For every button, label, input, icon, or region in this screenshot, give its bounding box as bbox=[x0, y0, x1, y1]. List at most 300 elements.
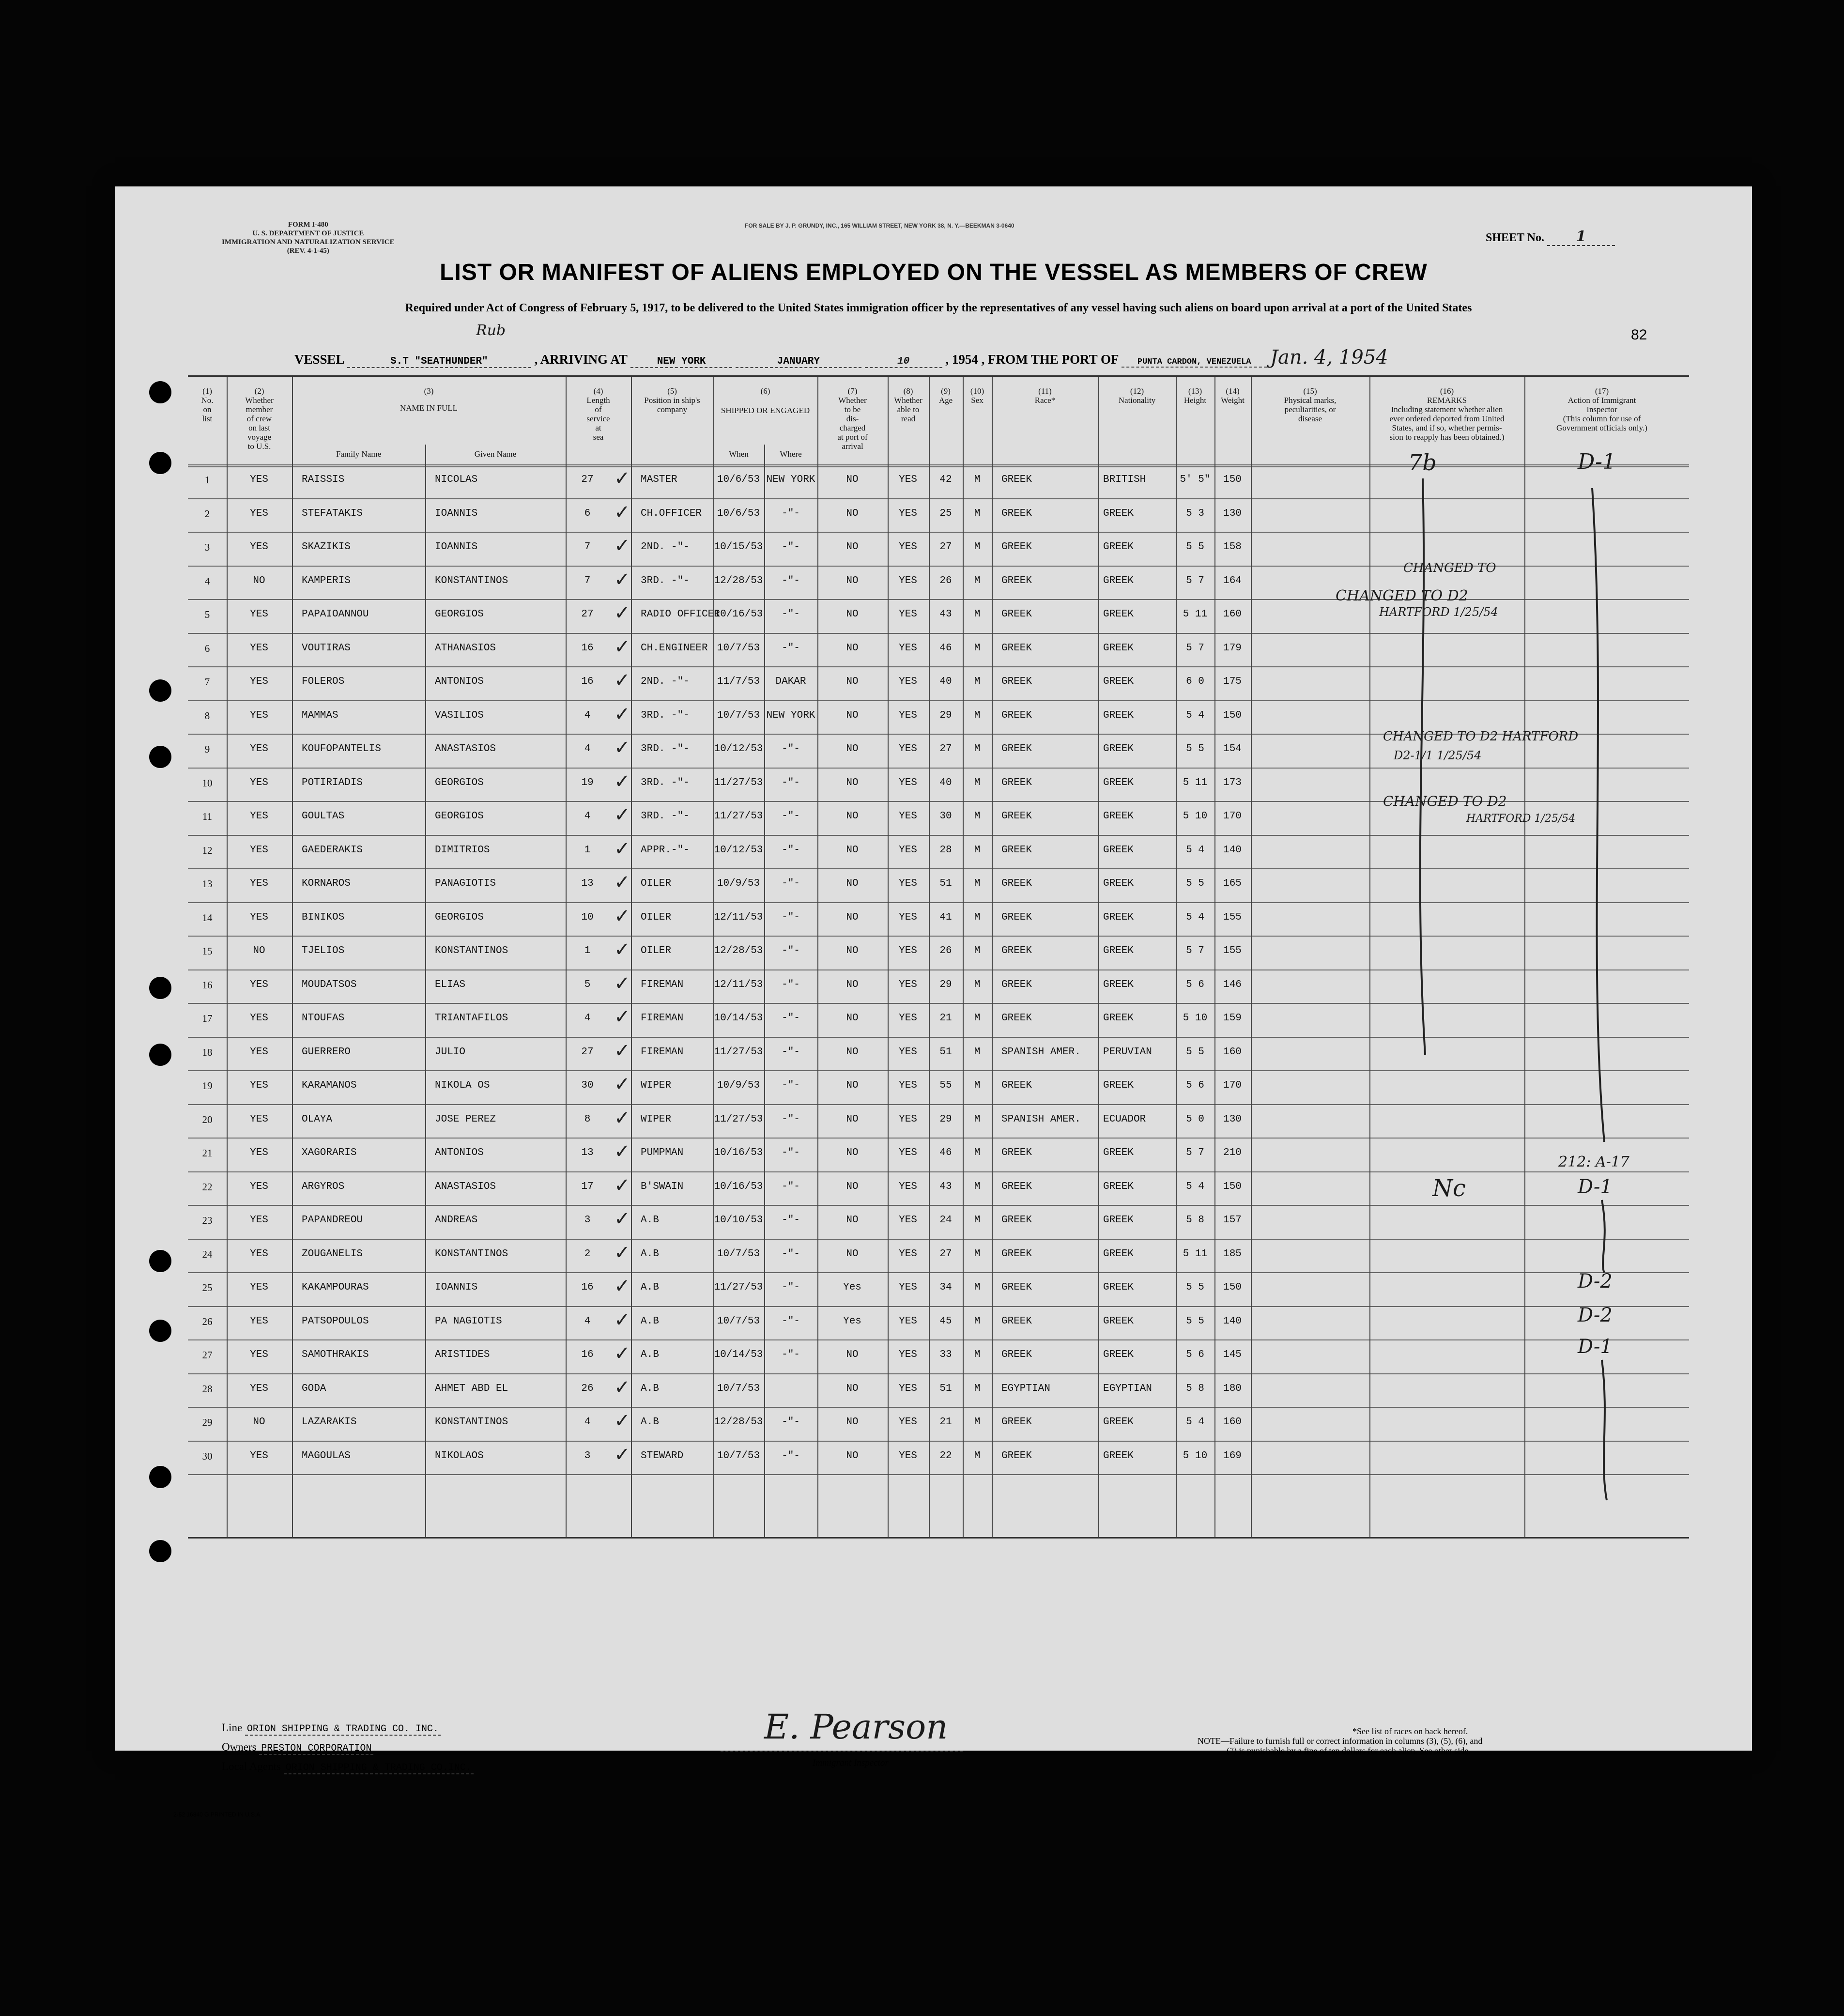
cell-voy: YES bbox=[250, 1383, 268, 1394]
agents-value: ORION SHIPPING & TRADING CO.INC. bbox=[284, 1762, 474, 1774]
note-races: *See list of races on back hereof. bbox=[1352, 1726, 1468, 1736]
cell-age: 43 bbox=[939, 1181, 952, 1192]
cell-read: YES bbox=[899, 642, 917, 654]
cell-nat: GREEK bbox=[1103, 1315, 1134, 1327]
check-mark-icon: ✓ bbox=[614, 602, 630, 624]
cell-pos: A.B bbox=[641, 1383, 659, 1394]
cell-len: 4 bbox=[584, 1315, 591, 1327]
cell-giv: NIKOLAOS bbox=[435, 1450, 484, 1462]
cell-voy: YES bbox=[250, 911, 268, 923]
cell-voy: YES bbox=[250, 1450, 268, 1462]
cell-len: 19 bbox=[581, 777, 594, 788]
vessel-name: S.T "SEATHUNDER" bbox=[347, 356, 531, 368]
cell-nat: GREEK bbox=[1103, 575, 1134, 586]
cell-age: 26 bbox=[939, 945, 952, 956]
cell-voy: YES bbox=[250, 1013, 268, 1024]
col-family-name: Family Name bbox=[336, 449, 381, 459]
cell-read: YES bbox=[899, 777, 917, 788]
cell-wt: 154 bbox=[1223, 743, 1242, 754]
cell-age: 29 bbox=[939, 979, 952, 990]
cell-sex: M bbox=[974, 1080, 981, 1091]
cell-len: 7 bbox=[584, 541, 591, 553]
cell-sex: M bbox=[974, 1315, 981, 1327]
cell-read: YES bbox=[899, 1113, 917, 1125]
cell-where: -"- bbox=[782, 1181, 800, 1192]
cell-race: GREEK bbox=[1001, 1215, 1032, 1226]
cell-no: 12 bbox=[202, 844, 213, 856]
cell-where: -"- bbox=[782, 1215, 800, 1226]
cell-where: -"- bbox=[782, 1147, 800, 1158]
cell-dis: NO bbox=[846, 609, 859, 620]
footer-owners bbox=[222, 1741, 373, 1755]
cell-read: YES bbox=[899, 1282, 917, 1293]
cell-age: 25 bbox=[939, 508, 952, 519]
arriving-port: NEW YORK bbox=[630, 356, 732, 368]
cell-voy: YES bbox=[250, 1181, 268, 1192]
cell-race: GREEK bbox=[1001, 541, 1032, 553]
check-mark-icon: ✓ bbox=[614, 1443, 630, 1466]
cell-age: 45 bbox=[939, 1315, 952, 1327]
cell-wt: 160 bbox=[1223, 1416, 1242, 1428]
cell-voy: YES bbox=[250, 1046, 268, 1058]
cell-pos: 3RD. -"- bbox=[641, 743, 690, 754]
cell-race: GREEK bbox=[1001, 979, 1032, 990]
cell-pos: 3RD. -"- bbox=[641, 709, 690, 721]
cell-ht: 5 10 bbox=[1183, 811, 1208, 822]
page-number: 82 bbox=[1631, 327, 1647, 343]
cell-no: 7 bbox=[204, 676, 210, 688]
cell-voy: YES bbox=[250, 777, 268, 788]
cell-pos: B'SWAIN bbox=[641, 1181, 684, 1192]
cell-where: -"- bbox=[782, 1450, 800, 1462]
cell-when: 10/7/53 bbox=[717, 1450, 760, 1462]
cell-when: 10/7/53 bbox=[717, 1383, 760, 1394]
col-read: (8) Whether able to read bbox=[894, 386, 922, 423]
cell-race: GREEK bbox=[1001, 1181, 1032, 1192]
cell-wt: 175 bbox=[1223, 676, 1242, 687]
col-number: (1) No. on list bbox=[201, 386, 214, 423]
cell-voy: YES bbox=[250, 811, 268, 822]
cell-nat: GREEK bbox=[1103, 1416, 1134, 1428]
cell-read: YES bbox=[899, 945, 917, 956]
cell-wt: 140 bbox=[1223, 1315, 1242, 1327]
punch-hole bbox=[149, 1250, 171, 1272]
cell-sex: M bbox=[974, 878, 981, 889]
cell-when: 10/12/53 bbox=[714, 844, 763, 856]
cell-where: -"- bbox=[782, 878, 800, 889]
cell-ht: 5 5 bbox=[1186, 878, 1204, 889]
vessel-label: VESSEL bbox=[294, 352, 344, 367]
cell-when: 10/16/53 bbox=[714, 609, 763, 620]
cell-age: 40 bbox=[939, 777, 952, 788]
cell-where: -"- bbox=[782, 541, 800, 553]
cell-pos: PUMPMAN bbox=[641, 1147, 684, 1158]
cell-where: -"- bbox=[782, 743, 800, 754]
cell-wt: 170 bbox=[1223, 811, 1242, 822]
cell-dis: NO bbox=[846, 676, 859, 687]
cell-nat: GREEK bbox=[1103, 1181, 1134, 1192]
check-mark-icon: ✓ bbox=[614, 1275, 630, 1297]
cell-ht: 5 7 bbox=[1186, 1147, 1204, 1158]
cell-fam: BINIKOS bbox=[302, 911, 345, 923]
col-shipped-num: (6) bbox=[760, 386, 770, 396]
cell-where: -"- bbox=[782, 1113, 800, 1125]
cell-fam: FOLEROS bbox=[302, 676, 345, 687]
cell-nat: GREEK bbox=[1103, 878, 1134, 889]
cell-len: 5 bbox=[584, 979, 591, 990]
cell-read: YES bbox=[899, 541, 917, 553]
check-mark-icon: ✓ bbox=[614, 1174, 630, 1197]
cell-nat: GREEK bbox=[1103, 508, 1134, 519]
cell-pos: A.B bbox=[641, 1315, 659, 1327]
cell-where: -"- bbox=[782, 1282, 800, 1293]
col-race: (11) Race* bbox=[1034, 386, 1056, 405]
cell-nat: GREEK bbox=[1103, 1215, 1134, 1226]
cell-sex: M bbox=[974, 1113, 981, 1125]
cell-len: 13 bbox=[581, 1147, 594, 1158]
cell-pos: 3RD. -"- bbox=[641, 811, 690, 822]
cell-giv: ELIAS bbox=[435, 979, 466, 990]
cell-giv: JULIO bbox=[435, 1046, 466, 1058]
handwritten-note: Rub bbox=[476, 322, 506, 339]
remark-row-4: CHANGED TO D2 bbox=[1336, 587, 1468, 604]
check-mark-icon: ✓ bbox=[614, 770, 630, 793]
check-mark-icon: ✓ bbox=[614, 1410, 630, 1432]
cell-fam: LAZARAKIS bbox=[302, 1416, 357, 1428]
cell-ht: 5 5 bbox=[1186, 1315, 1204, 1327]
cell-age: 29 bbox=[939, 709, 952, 721]
cell-len: 17 bbox=[581, 1181, 594, 1192]
cell-when: 11/27/53 bbox=[714, 777, 763, 788]
cell-dis: NO bbox=[846, 1450, 859, 1462]
cell-race: GREEK bbox=[1001, 709, 1032, 721]
cell-no: 8 bbox=[204, 709, 210, 722]
cell-read: YES bbox=[899, 878, 917, 889]
cell-ht: 5 5 bbox=[1186, 743, 1204, 754]
cell-ht: 5 8 bbox=[1186, 1383, 1204, 1394]
cell-when: 10/10/53 bbox=[714, 1215, 763, 1226]
cell-dis: NO bbox=[846, 1013, 859, 1024]
cell-len: 10 bbox=[581, 911, 594, 923]
cell-wt: 158 bbox=[1223, 541, 1242, 553]
cell-voy: YES bbox=[250, 709, 268, 721]
cell-ht: 5 11 bbox=[1183, 609, 1208, 620]
cell-where: -"- bbox=[782, 979, 800, 990]
col-where: Where bbox=[780, 449, 802, 459]
cell-where: -"- bbox=[782, 575, 800, 586]
cell-read: YES bbox=[899, 844, 917, 856]
col-when: When bbox=[729, 449, 749, 459]
cell-len: 1 bbox=[584, 844, 591, 856]
cell-read: YES bbox=[899, 508, 917, 519]
cell-nat: GREEK bbox=[1103, 1248, 1134, 1260]
cell-race: GREEK bbox=[1001, 1080, 1032, 1091]
cell-dis: NO bbox=[846, 541, 859, 553]
cell-nat: GREEK bbox=[1103, 979, 1134, 990]
col-height: (13) Height bbox=[1183, 386, 1207, 405]
cell-read: YES bbox=[899, 575, 917, 586]
cell-sex: M bbox=[974, 1147, 981, 1158]
cell-wt: 146 bbox=[1223, 979, 1242, 990]
col-sex: (10) Sex bbox=[970, 386, 984, 405]
col-weight: (14) Weight bbox=[1221, 386, 1245, 405]
cell-wt: 210 bbox=[1223, 1147, 1242, 1158]
cell-when: 10/12/53 bbox=[714, 743, 763, 754]
inspector-label: Immigrant Inspector bbox=[813, 1758, 889, 1768]
sheet-value: 1 bbox=[1547, 228, 1615, 246]
cell-voy: YES bbox=[250, 642, 268, 654]
col-name-num: (3) bbox=[424, 386, 434, 396]
check-mark-icon: ✓ bbox=[614, 467, 630, 490]
check-mark-icon: ✓ bbox=[614, 501, 630, 523]
cell-age: 21 bbox=[939, 1416, 952, 1428]
cell-no: 15 bbox=[202, 945, 213, 957]
check-mark-icon: ✓ bbox=[614, 837, 630, 860]
check-mark-icon: ✓ bbox=[614, 1208, 630, 1230]
cell-race: GREEK bbox=[1001, 945, 1032, 956]
cell-pos: CH.OFFICER bbox=[641, 508, 702, 519]
cell-dis: NO bbox=[846, 1147, 859, 1158]
cell-giv: PANAGIOTIS bbox=[435, 878, 496, 889]
cell-ht: 5 4 bbox=[1186, 911, 1204, 923]
arriving-month: JANUARY bbox=[736, 356, 861, 368]
agents-label: Local Agents bbox=[222, 1760, 281, 1772]
cell-giv: IOANNIS bbox=[435, 1282, 478, 1293]
cell-read: YES bbox=[899, 811, 917, 822]
cell-no: 17 bbox=[202, 1013, 213, 1024]
cell-no: 1 bbox=[204, 474, 210, 486]
cell-age: 51 bbox=[939, 878, 952, 889]
cell-ht: 5 11 bbox=[1183, 777, 1208, 788]
cell-voy: NO bbox=[253, 945, 265, 956]
remark-row-8: CHANGED TO D2 HARTFORD bbox=[1383, 729, 1579, 744]
cell-sex: M bbox=[974, 979, 981, 990]
cell-ht: 5 0 bbox=[1186, 1113, 1204, 1125]
cell-ht: 5 7 bbox=[1186, 945, 1204, 956]
cell-no: 26 bbox=[202, 1315, 213, 1327]
cell-dis: NO bbox=[846, 1046, 859, 1058]
cell-dis: Yes bbox=[843, 1282, 861, 1293]
cell-wt: 160 bbox=[1223, 1046, 1242, 1058]
from-port: PUNTA CARDON, VENEZUELA bbox=[1122, 357, 1267, 368]
cell-no: 29 bbox=[202, 1416, 213, 1428]
cell-sex: M bbox=[974, 945, 981, 956]
cell-when: 10/7/53 bbox=[717, 642, 760, 654]
cell-giv: AHMET ABD EL bbox=[435, 1383, 508, 1394]
cell-len: 26 bbox=[581, 1383, 594, 1394]
cell-read: YES bbox=[899, 1080, 917, 1091]
cell-voy: YES bbox=[250, 1113, 268, 1125]
cell-ht: 5 5 bbox=[1186, 1046, 1204, 1058]
cell-fam: OLAYA bbox=[302, 1113, 333, 1125]
cell-wt: 150 bbox=[1223, 1282, 1242, 1293]
cell-read: YES bbox=[899, 1416, 917, 1428]
check-mark-icon: ✓ bbox=[614, 635, 630, 658]
cell-len: 8 bbox=[584, 1113, 591, 1125]
cell-giv: TRIANTAFILOS bbox=[435, 1013, 508, 1024]
handwritten-date: Jan. 4, 1954 bbox=[1270, 346, 1388, 369]
footer-agents bbox=[222, 1760, 474, 1774]
cell-no: 23 bbox=[202, 1215, 213, 1226]
cell-age: 55 bbox=[939, 1080, 952, 1091]
cell-voy: YES bbox=[250, 541, 268, 553]
cell-when: 10/14/53 bbox=[714, 1349, 763, 1360]
cell-fam: SKAZIKIS bbox=[302, 541, 351, 553]
cell-age: 22 bbox=[939, 1450, 952, 1462]
remark-row-8-date: D2-1/1 1/25/54 bbox=[1394, 749, 1482, 762]
from-port-label: , FROM THE PORT OF bbox=[981, 352, 1119, 367]
punch-hole bbox=[149, 679, 171, 702]
cell-nat: GREEK bbox=[1103, 1080, 1134, 1091]
note-penalty-cont: (7) is punishable by a fine of ten dollars for each alien. See other side. bbox=[1227, 1746, 1471, 1755]
cell-len: 16 bbox=[581, 1282, 594, 1293]
cell-nat: GREEK bbox=[1103, 1013, 1134, 1024]
cell-race: GREEK bbox=[1001, 508, 1032, 519]
cell-sex: M bbox=[974, 743, 981, 754]
cell-dis: NO bbox=[846, 945, 859, 956]
cell-dis: NO bbox=[846, 1416, 859, 1428]
cell-when: 11/27/53 bbox=[714, 1113, 763, 1125]
cell-pos: RADIO OFFICER bbox=[641, 609, 720, 620]
cell-dis: NO bbox=[846, 743, 859, 754]
cell-read: YES bbox=[899, 1147, 917, 1158]
handwritten-strokes bbox=[188, 377, 1689, 1537]
cell-no: 18 bbox=[202, 1046, 213, 1058]
cell-dis: NO bbox=[846, 709, 859, 721]
cell-dis: NO bbox=[846, 911, 859, 923]
cell-wt: 165 bbox=[1223, 878, 1242, 889]
check-mark-icon: ✓ bbox=[614, 669, 630, 692]
check-mark-icon: ✓ bbox=[614, 939, 630, 961]
cell-no: 10 bbox=[202, 777, 213, 789]
cell-no: 28 bbox=[202, 1383, 213, 1395]
cell-len: 30 bbox=[581, 1080, 594, 1091]
cell-ht: 5 7 bbox=[1186, 575, 1204, 586]
cell-age: 27 bbox=[939, 1248, 952, 1260]
inspector-signature: E. Pearson bbox=[764, 1707, 948, 1747]
cell-dis: NO bbox=[846, 1215, 859, 1226]
cell-nat: GREEK bbox=[1103, 844, 1134, 856]
remark-row-10: CHANGED TO D2 bbox=[1383, 793, 1507, 809]
action-row-1: D-1 bbox=[1578, 449, 1616, 474]
cell-voy: YES bbox=[250, 676, 268, 687]
cell-wt: 160 bbox=[1223, 609, 1242, 620]
cell-fam: GUERRERO bbox=[302, 1046, 351, 1058]
cell-age: 51 bbox=[939, 1046, 952, 1058]
cell-wt: 179 bbox=[1223, 642, 1242, 654]
cell-pos: WIPER bbox=[641, 1113, 672, 1125]
cell-pos: OILER bbox=[641, 878, 672, 889]
cell-race: GREEK bbox=[1001, 1416, 1032, 1428]
col-remarks: (16) REMARKS Including statement whether alien ever ordered deported from United States, and if so, whether permis- sion to reapply has been obtained.) bbox=[1389, 386, 1505, 442]
cell-wt: 173 bbox=[1223, 777, 1242, 788]
vessel-line bbox=[294, 346, 1388, 369]
cell-dis: NO bbox=[846, 1181, 859, 1192]
col-shipped-title: SHIPPED OR ENGAGED bbox=[721, 406, 810, 415]
cell-when: 11/7/53 bbox=[717, 676, 760, 687]
col-name-title: NAME IN FULL bbox=[400, 403, 458, 413]
cell-len: 16 bbox=[581, 1349, 594, 1360]
cell-age: 33 bbox=[939, 1349, 952, 1360]
seller-line: FOR SALE BY J. P. GRUNDY, INC., 165 WILLIAM STREET, NEW YORK 38, N. Y.—BEEKMAN 3-0640 bbox=[745, 222, 1014, 229]
cell-ht: 5 10 bbox=[1183, 1450, 1208, 1462]
col-position: (5) Position in ship's company bbox=[644, 386, 700, 414]
col-service-length: (4) Length of service at sea bbox=[586, 386, 610, 442]
cell-wt: 157 bbox=[1223, 1215, 1242, 1226]
cell-nat: GREEK bbox=[1103, 743, 1134, 754]
check-mark-icon: ✓ bbox=[614, 804, 630, 826]
cell-nat: BRITISH bbox=[1103, 474, 1146, 485]
cell-age: 46 bbox=[939, 642, 952, 654]
cell-when: 11/27/53 bbox=[714, 1282, 763, 1293]
punch-hole bbox=[149, 381, 171, 403]
check-mark-icon: ✓ bbox=[614, 1376, 630, 1399]
cell-dis: NO bbox=[846, 1080, 859, 1091]
cell-race: GREEK bbox=[1001, 676, 1032, 687]
cell-no: 20 bbox=[202, 1113, 213, 1125]
col-previous-voyage: (2) Whether member of crew on last voyage to U.S. bbox=[245, 386, 274, 451]
check-mark-icon: ✓ bbox=[614, 1107, 630, 1129]
cell-voy: YES bbox=[250, 844, 268, 856]
cell-where: NEW YORK bbox=[766, 709, 815, 721]
cell-when: 10/14/53 bbox=[714, 1013, 763, 1024]
cell-race: GREEK bbox=[1001, 1282, 1032, 1293]
cell-wt: 180 bbox=[1223, 1383, 1242, 1394]
cell-when: 10/7/53 bbox=[717, 1248, 760, 1260]
cell-age: 21 bbox=[939, 1013, 952, 1024]
cell-sex: M bbox=[974, 709, 981, 721]
arriving-label: , ARRIVING AT bbox=[534, 352, 628, 367]
cell-where: -"- bbox=[782, 1013, 800, 1024]
cell-nat: GREEK bbox=[1103, 642, 1134, 654]
cell-age: 30 bbox=[939, 811, 952, 822]
cell-dis: NO bbox=[846, 1349, 859, 1360]
cell-no: 30 bbox=[202, 1450, 213, 1462]
cell-fam: GODA bbox=[302, 1383, 326, 1394]
cell-where: -"- bbox=[782, 508, 800, 519]
cell-age: 46 bbox=[939, 1147, 952, 1158]
cell-read: YES bbox=[899, 1383, 917, 1394]
cell-sex: M bbox=[974, 911, 981, 923]
cell-giv: NIKOLA OS bbox=[435, 1080, 490, 1091]
cell-len: 4 bbox=[584, 811, 591, 822]
cell-voy: YES bbox=[250, 743, 268, 754]
cell-race: GREEK bbox=[1001, 1450, 1032, 1462]
cell-dis: NO bbox=[846, 508, 859, 519]
cell-giv: ANASTASIOS bbox=[435, 743, 496, 754]
cell-nat: GREEK bbox=[1103, 911, 1134, 923]
cell-dis: NO bbox=[846, 811, 859, 822]
cell-ht: 5 4 bbox=[1186, 1416, 1204, 1428]
cell-wt: 159 bbox=[1223, 1013, 1242, 1024]
cell-len: 16 bbox=[581, 676, 594, 687]
check-mark-icon: ✓ bbox=[614, 1039, 630, 1062]
cell-age: 43 bbox=[939, 609, 952, 620]
cell-nat: GREEK bbox=[1103, 1349, 1134, 1360]
cell-len: 4 bbox=[584, 1416, 591, 1428]
cell-age: 40 bbox=[939, 676, 952, 687]
cell-pos: MASTER bbox=[641, 474, 677, 485]
cell-sex: M bbox=[974, 541, 981, 553]
cell-race: GREEK bbox=[1001, 777, 1032, 788]
cell-read: YES bbox=[899, 1046, 917, 1058]
cell-voy: YES bbox=[250, 979, 268, 990]
cell-voy: YES bbox=[250, 878, 268, 889]
cell-where: DAKAR bbox=[775, 676, 806, 687]
check-mark-icon: ✓ bbox=[614, 1006, 630, 1028]
check-mark-icon: ✓ bbox=[614, 871, 630, 893]
cell-age: 42 bbox=[939, 474, 952, 485]
